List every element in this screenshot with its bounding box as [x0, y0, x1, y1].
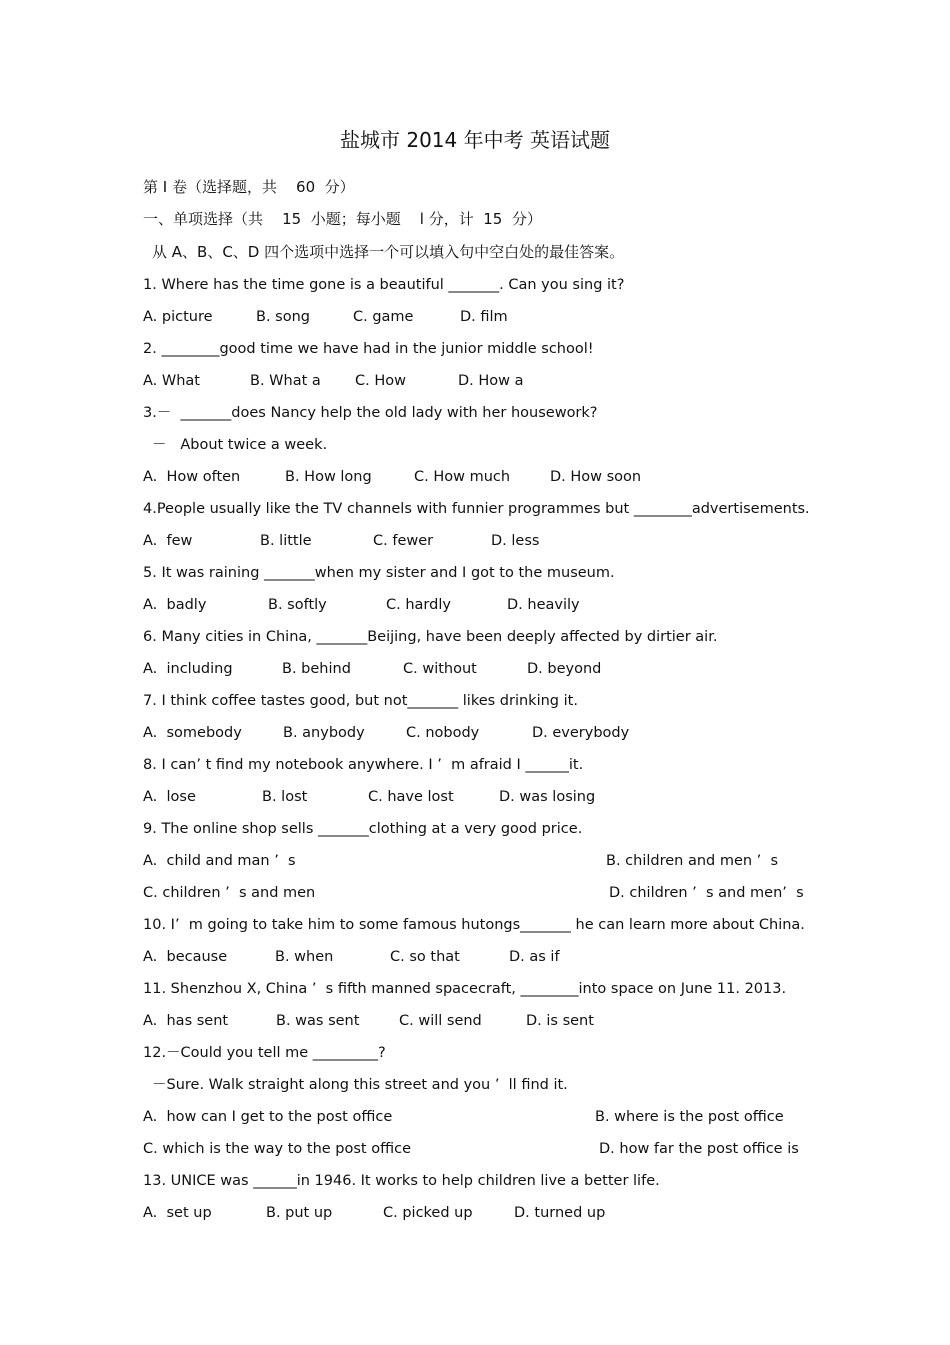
dialogue-reply: －Sure. Walk straight along this street and you ’ ll find it. — [152, 1077, 568, 1093]
question-stem: 1. Where has the time gone is a beautiful _______. Can you sing it? — [143, 277, 625, 293]
answer-option: B. How long — [285, 469, 372, 485]
answer-option: D. film — [460, 309, 508, 325]
answer-option: D. how far the post office is — [599, 1141, 799, 1157]
answer-option: C. How — [355, 373, 406, 389]
answer-option: C. which is the way to the post office — [143, 1141, 412, 1157]
answer-option: C. have lost — [368, 789, 454, 805]
answer-option: A. including — [143, 661, 233, 677]
answer-option: D. was losing — [499, 789, 596, 805]
answer-option: A. lose — [143, 789, 196, 805]
question-stem: 13. UNICE was ______in 1946. It works to help children live a better life. — [143, 1173, 660, 1189]
answer-option: C. hardly — [386, 597, 451, 613]
answer-option: D. beyond — [527, 661, 602, 677]
answer-option: B. What a — [250, 373, 321, 389]
answer-option: B. behind — [282, 661, 351, 677]
answer-option: A. few — [143, 533, 193, 549]
question-stem: 7. I think coffee tastes good, but not_______ likes drinking it. — [143, 693, 578, 709]
answer-option: D. is sent — [526, 1013, 594, 1029]
answer-option: D. How soon — [550, 469, 642, 485]
answer-option: A. somebody — [143, 725, 242, 741]
answer-option: C. fewer — [373, 533, 434, 549]
answer-option: B. softly — [268, 597, 327, 613]
answer-option: C. will send — [399, 1013, 482, 1029]
answer-option: D. everybody — [532, 725, 630, 741]
answer-option: A. child and man ’ s — [143, 853, 296, 869]
answer-option: A. badly — [143, 597, 207, 613]
answer-option: B. song — [256, 309, 310, 325]
answer-option: A. What — [143, 373, 200, 389]
question-stem: 12.－Could you tell me _________? — [143, 1045, 386, 1061]
answer-option: D. How a — [458, 373, 524, 389]
answer-option: D. heavily — [507, 597, 580, 613]
answer-option: A. how can I get to the post office — [143, 1109, 393, 1125]
answer-option: C. nobody — [406, 725, 480, 741]
answer-option: B. lost — [262, 789, 308, 805]
answer-option: B. little — [260, 533, 312, 549]
answer-option: C. picked up — [383, 1205, 473, 1221]
answer-option: C. so that — [390, 949, 460, 965]
answer-option: C. How much — [414, 469, 511, 485]
answer-option: A. because — [143, 949, 228, 965]
question-stem: 6. Many cities in China, _______Beijing, have been deeply affected by dirtier air. — [143, 629, 718, 645]
answer-option: B. when — [275, 949, 334, 965]
question-stem: 3.－ _______does Nancy help the old lady with her housework? — [143, 405, 598, 421]
answer-option: D. turned up — [514, 1205, 606, 1221]
answer-option: C. children ’ s and men — [143, 885, 316, 901]
answer-option: B. anybody — [283, 725, 365, 741]
question-stem: 4.People usually like the TV channels with funnier programmes but ________advertisements. — [143, 501, 810, 517]
answer-option: B. was sent — [276, 1013, 360, 1029]
question-stem: 8. I can’ t find my notebook anywhere. I ’ m afraid I ______it. — [143, 757, 584, 773]
answer-option: C. without — [403, 661, 477, 677]
answer-option: C. game — [353, 309, 414, 325]
dialogue-reply: － About twice a week. — [152, 437, 328, 453]
answer-option: A. picture — [143, 309, 213, 325]
instruction-text: 从 A、B、C、D 四个选项中选择一个可以填入句中空白处的最佳答案。 — [152, 243, 625, 261]
answer-option: A. has sent — [143, 1013, 229, 1029]
part-heading: 第 I 卷（选择题，共 60 分） — [143, 178, 355, 196]
question-stem: 10. I’ m going to take him to some famous hutongs_______ he can learn more about China. — [143, 917, 805, 933]
answer-option: B. children and men ’ s — [606, 853, 779, 869]
section-heading: 一、单项选择（共 15 小题；每小题 l 分，计 15 分） — [143, 210, 542, 228]
question-stem: 11. Shenzhou X, China ’ s fifth manned spacecraft, ________into space on June 11. 2013. — [143, 981, 787, 997]
answer-option: B. put up — [266, 1205, 333, 1221]
exam-title: 盐城市 2014 年中考 英语试题 — [340, 128, 610, 152]
question-stem: 9. The online shop sells _______clothing at a very good price. — [143, 821, 583, 837]
answer-option: D. less — [491, 533, 540, 549]
question-stem: 2. ________good time we have had in the junior middle school! — [143, 341, 594, 357]
answer-option: A. How often — [143, 469, 241, 485]
question-stem: 5. It was raining _______when my sister and I got to the museum. — [143, 565, 615, 581]
answer-option: D. children ’ s and men’ s — [609, 885, 804, 901]
answer-option: B. where is the post office — [595, 1109, 784, 1125]
answer-option: D. as if — [509, 949, 560, 965]
answer-option: A. set up — [143, 1205, 212, 1221]
